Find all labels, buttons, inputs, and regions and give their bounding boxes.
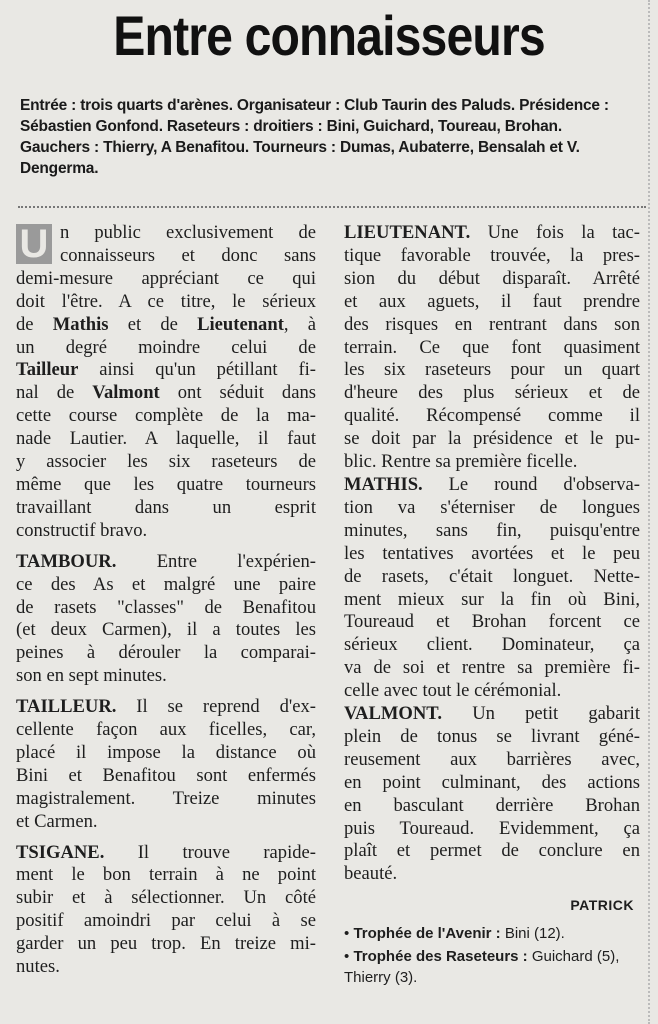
text-line: sérieux client. Dominateur, ça: [344, 634, 640, 656]
horse-name: Tailleur: [16, 359, 79, 381]
text-line: cellente façon aux ficelles, car,: [16, 719, 316, 741]
text-line: Bini et Benafitou sont enfermés: [16, 764, 316, 786]
paragraph-mathis: [344, 474, 640, 703]
text-line: d'heure des plus sérieux et de: [344, 382, 640, 404]
text-line: même que les quatre tourneurs: [16, 473, 316, 495]
bullet-icon: •: [344, 925, 350, 943]
text-line: puis Toureaud. Evidemment, ça: [344, 817, 640, 839]
text-line: constructif bravo.: [16, 519, 148, 541]
paragraph-tailleur: [16, 696, 316, 833]
text-line: magistralement. Treize minutes: [16, 787, 316, 809]
text-line: va de soi et rentre sa première fi-: [344, 657, 640, 679]
text-line: minutes, sans fin, puisqu'entre: [344, 519, 640, 541]
text-line: terrain. Ce que font quasiment: [344, 336, 640, 358]
text-line: en basculant derrière Brohan: [344, 794, 640, 816]
paragraph-tsigane: [16, 842, 316, 979]
intro-summary: Entrée : trois quarts d'arènes. Organisateur : Club Taurin des Paluds. Présidence : Sébastien Gonfond. Raseteurs : droitiers : Bini, Guichard, Toureau, Brohan. Gauchers : Thierry, A Benafitou. Tourneurs : Dumas, Aubaterre, Bensalah et V. Dengerma.: [20, 97, 609, 177]
text-line: sion du début disparaît. Arrêté: [344, 267, 640, 289]
text-line: blic. Rentre sa première ficelle.: [344, 451, 578, 473]
section-heading: MATHIS.: [344, 473, 423, 495]
text-line: en point culminant, des actions: [344, 771, 640, 793]
text-line: VALMONT. Un petit gabarit: [344, 703, 640, 725]
horse-name: Mathis: [52, 313, 109, 335]
text-line: reusement aux barrières avec,: [344, 748, 640, 770]
text-line: son en sept minutes.: [16, 665, 167, 687]
text-line: des risques en rentrant dans son: [344, 313, 640, 335]
text-line: TAILLEUR. Il se reprend d'ex-: [16, 696, 316, 718]
text-line: TAMBOUR. Entre l'expérien-: [16, 550, 316, 572]
text-line: peines à dérouler la comparai-: [16, 642, 316, 664]
column-right: [344, 222, 640, 990]
paragraph-lieutenant: [344, 222, 640, 474]
paragraph-tambour: [16, 551, 316, 688]
text-line: MATHIS. Le round d'observa-: [344, 473, 640, 495]
text-line: un degré moindre celui de: [16, 336, 316, 358]
text-line: qualité. Récompensé comme il: [344, 405, 640, 427]
trophy-title: Trophée de l'Avenir :: [353, 925, 501, 943]
text-line: tion va s'éterniser de longues: [344, 496, 640, 518]
text-line: n public exclusivement de: [60, 222, 316, 243]
page-edge: [648, 0, 652, 1024]
text-line: de rasets "classes" de Benafitou: [16, 596, 316, 618]
text-line: connaisseurs et donc sans: [60, 244, 316, 266]
text-line: TSIGANE. Il trouve rapide-: [16, 841, 316, 863]
lead-paragraph: [16, 222, 316, 543]
text-line: celle avec tout le cérémonial.: [344, 680, 562, 702]
text-line: garder un peu trop. En treize mi-: [16, 933, 316, 955]
text-line: et Carmen.: [16, 810, 98, 832]
text-line: placé il impose la distance où: [16, 741, 316, 763]
section-heading: TAMBOUR.: [16, 550, 117, 572]
text-line: Tailleur ainsi qu'un pétillant fi-: [16, 359, 316, 381]
text-line: nal de Valmont ont séduit dans: [16, 382, 316, 404]
trophy-value: Guichard (5), Thierry (3).: [344, 948, 620, 987]
text-line: travaillant dans un esprit: [16, 496, 316, 518]
section-heading: TAILLEUR.: [16, 696, 117, 718]
horse-name: Lieutenant: [197, 313, 284, 335]
text-line: ment le bon terrain à ne point: [16, 864, 316, 886]
horse-name: Valmont: [92, 382, 160, 404]
text-line: positif amoindri par celui à se: [16, 910, 316, 932]
text-line: se doit par la présidence et le pu-: [344, 428, 640, 450]
trophy-value: Bini (12).: [500, 925, 565, 943]
text-line: beauté.: [344, 863, 398, 885]
text-line: et aux aguets, il faut prendre: [344, 290, 640, 312]
text-line: plaît et permet de conclure en: [344, 840, 640, 862]
text-line: cette course complète de la ma-: [16, 405, 316, 427]
text-line: les six raseteurs pour un quart: [344, 359, 640, 381]
text-line: plein de tonus se livrant géné-: [344, 725, 640, 747]
section-heading: VALMONT.: [344, 703, 442, 725]
text-line: (et deux Carmen), il a toutes les: [16, 619, 316, 641]
section-heading: TSIGANE.: [16, 841, 105, 863]
bullet-icon: •: [344, 948, 350, 966]
text-line: ment mieux sur la fin où Bini,: [344, 588, 640, 610]
text-line: Toureaud et Brohan forcent ce: [344, 611, 640, 633]
trophy-item: [344, 923, 640, 944]
text-line: demi-mesure appréciant ce qui: [16, 267, 316, 289]
text-line: ce des As et malgré une paire: [16, 573, 316, 595]
text-line: nade Lautier. A laquelle, il faut: [16, 428, 316, 450]
text-line: LIEUTENANT. Une fois la tac-: [344, 222, 640, 243]
paragraph-valmont: [344, 703, 640, 886]
text-line: de Mathis et de Lieutenant, à: [16, 313, 316, 335]
trophy-item: [344, 946, 640, 988]
text-line: nutes.: [16, 956, 60, 978]
headline: Entre connaisseurs: [113, 4, 545, 67]
text-line: doit l'être. A ce titre, le sérieux: [16, 290, 316, 312]
text-line: les tentatives avortées et le peu: [344, 542, 640, 564]
text-line: subir et à sélectionner. Un côté: [16, 887, 316, 909]
section-heading: LIEUTENANT.: [344, 222, 471, 243]
author-signature: PATRICK: [570, 897, 634, 914]
drop-cap: U: [16, 224, 52, 264]
trophy-title: Trophée des Raseteurs :: [353, 948, 528, 966]
divider: [18, 206, 646, 208]
text-line: y associer les six raseteurs de: [16, 451, 316, 473]
text-line: de rasets, c'était longuet. Nette-: [344, 565, 640, 587]
column-left: [16, 222, 316, 987]
text-line: tique favorable trouvée, la pres-: [344, 244, 640, 266]
